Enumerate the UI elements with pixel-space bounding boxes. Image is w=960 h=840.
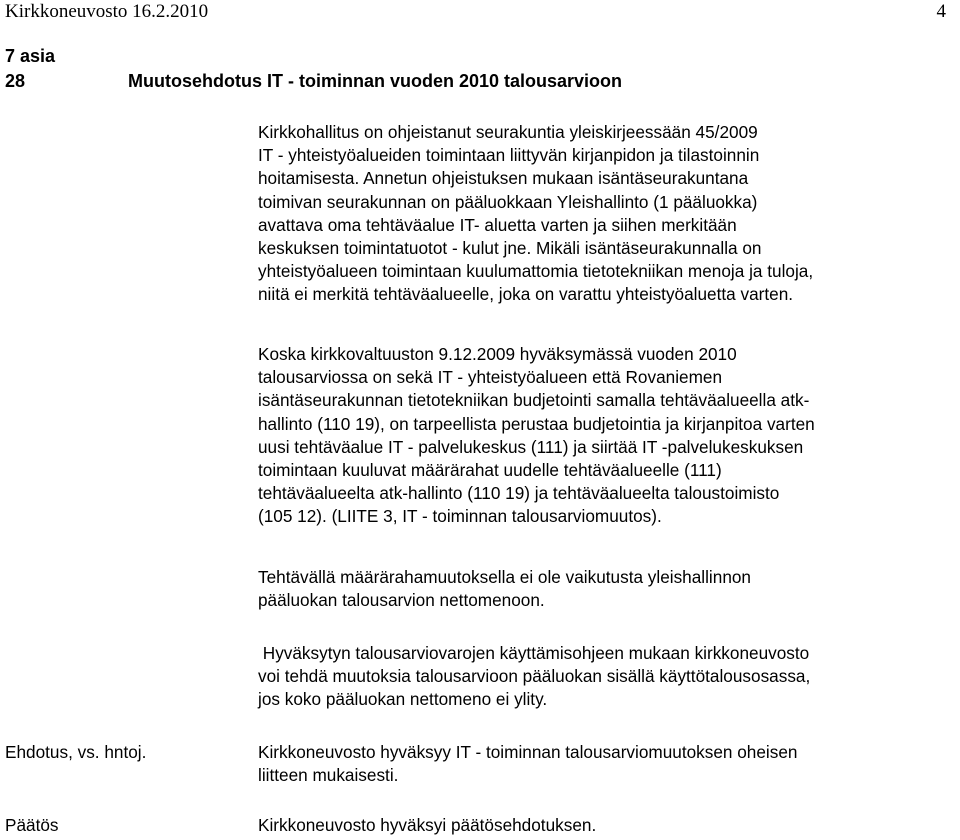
page-number: 4 xyxy=(936,1,946,22)
text-line: pääluokan talousarvion nettomenoon. xyxy=(258,590,545,611)
text-line: hallinto (110 19), on tarpeellista perustaa budjetointia ja kirjanpitoa varten xyxy=(258,413,815,434)
paragraph-authority xyxy=(258,642,958,712)
agenda-asia-label: 7 asia xyxy=(5,46,56,66)
text-line: Tehtävällä määrärahamuutoksella ei ole vaikutusta yleishallinnon xyxy=(258,567,751,587)
text-line: toimintaan kuuluvat määrärahat uudelle tehtäväalueelle (111) xyxy=(258,460,722,481)
text-line: niitä ei merkitä tehtäväalueelle, joka on varattu yhteistyöaluetta varten. xyxy=(258,284,794,305)
text-line: Kirkkoneuvosto hyväksyi päätösehdotuksen. xyxy=(258,815,597,835)
decision-label: Päätös xyxy=(5,815,59,835)
text-line: Kirkkohallitus on ohjeistanut seurakuntia yleiskirjeessään 45/2009 xyxy=(258,122,758,142)
text-line: keskuksen toimintatuotot - kulut jne. Mikäli isäntäseurakunnalla on xyxy=(258,238,762,259)
text-line: Hyväksytyn talousarviovarojen käyttämisohjeen mukaan kirkkoneuvosto xyxy=(258,643,810,663)
text-line: yhteistyöalueen toimintaan kuulumattomia tietotekniikan menoja ja tuloja, xyxy=(258,261,814,282)
text-line: jos koko pääluokan nettomeno ei ylity. xyxy=(258,689,548,710)
text-line: liitteen mukaisesti. xyxy=(258,765,399,786)
text-line: Koska kirkkovaltuuston 9.12.2009 hyväksymässä vuoden 2010 xyxy=(258,344,737,364)
text-line: (105 12). (LIITE 3, IT - toiminnan talousarviomuutos). xyxy=(258,506,662,527)
text-line: Kirkkoneuvosto hyväksyy IT - toiminnan talousarviomuutoksen oheisen xyxy=(258,742,798,762)
document-header: Kirkkoneuvosto 16.2.2010 xyxy=(5,1,209,22)
paragraph-budget-change xyxy=(258,343,958,529)
text-line: hoitamisesta. Annetun ohjeistuksen mukaan isäntäseurakuntana xyxy=(258,168,749,189)
paragraph-guidance xyxy=(258,121,958,307)
text-line: avattava oma tehtäväalue IT- aluetta varten ja siihen merkitään xyxy=(258,214,737,235)
text-line: IT - yhteistyöalueiden toimintaan liittyvän kirjanpidon ja tilastoinnin xyxy=(258,145,760,166)
proposal-label: Ehdotus, vs. hntoj. xyxy=(5,742,147,762)
agenda-item-title: Muutosehdotus IT - toiminnan vuoden 2010 talousarvioon xyxy=(128,71,623,91)
paragraph-net-effect xyxy=(258,566,958,612)
text-line: toimivan seurakunnan on pääluokkaan Yleishallinto (1 pääluokka) xyxy=(258,191,758,212)
text-line: voi tehdä muutoksia talousarvioon pääluokan sisällä käyttötalousosassa, xyxy=(258,666,811,687)
proposal-text xyxy=(258,741,958,787)
text-line: tehtäväalueelta atk-hallinto (110 19) ja tehtäväalueelta taloustoimisto xyxy=(258,483,780,504)
agenda-item-number: 28 xyxy=(5,71,26,91)
decision-text xyxy=(258,814,958,837)
text-line: talousarviossa on sekä IT - yhteistyöalueen että Rovaniemen xyxy=(258,367,723,388)
text-line: isäntäseurakunnan tietotekniikan budjetointi samalla tehtäväalueella atk- xyxy=(258,390,810,411)
text-line: uusi tehtäväalue IT - palvelukeskus (111) ja siirtää IT -palvelukeskuksen xyxy=(258,436,804,457)
